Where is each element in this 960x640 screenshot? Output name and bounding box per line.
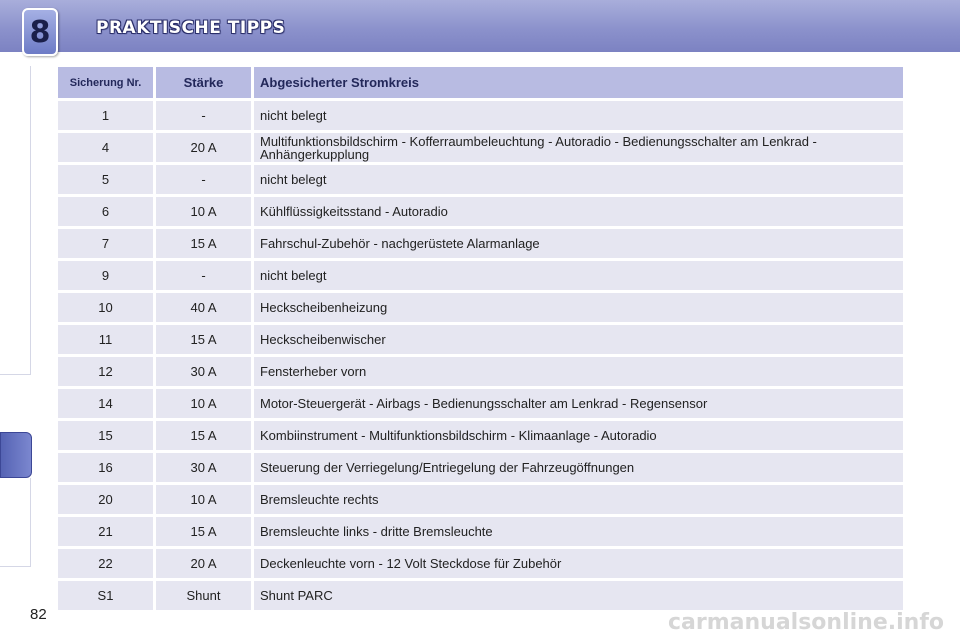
table-row	[58, 389, 903, 418]
table-row	[58, 229, 903, 258]
cell-rating: 20 A	[156, 549, 254, 578]
chapter-tab-5[interactable]	[0, 242, 31, 287]
cell-fuse-number: 10	[58, 293, 156, 322]
table-row	[58, 581, 903, 610]
header-circuit: Abgesicherter Stromkreis	[254, 67, 903, 98]
chapter-tab-6[interactable]	[0, 286, 31, 331]
table-row	[58, 165, 903, 194]
cell-circuit: Deckenleuchte vorn - 12 Volt Steckdose für Zubehör	[254, 549, 903, 578]
cell-circuit: Multifunktionsbildschirm - Kofferraumbeleuchtung - Autoradio - Bedienungsschalter am Lenkrad - Anhängerkupplung	[254, 133, 903, 162]
cell-fuse-number: 16	[58, 453, 156, 482]
chapter-tab-4[interactable]	[0, 198, 31, 243]
cell-fuse-number: 21	[58, 517, 156, 546]
cell-rating: 20 A	[156, 133, 254, 162]
cell-fuse-number: 22	[58, 549, 156, 578]
cell-circuit: Fensterheber vorn	[254, 357, 903, 386]
cell-circuit: Motor-Steuergerät - Airbags - Bedienungsschalter am Lenkrad - Regensensor	[254, 389, 903, 418]
chapter-tab-3[interactable]	[0, 154, 31, 199]
cell-circuit: Fahrschul-Zubehör - nachgerüstete Alarmanlage	[254, 229, 903, 258]
table-row	[58, 293, 903, 322]
table-header-row	[58, 67, 903, 98]
header-rating: Stärke	[156, 67, 254, 98]
cell-fuse-number: S1	[58, 581, 156, 610]
cell-rating: -	[156, 165, 254, 194]
cell-fuse-number: 14	[58, 389, 156, 418]
table-row	[58, 197, 903, 226]
table-row	[58, 453, 903, 482]
cell-rating: 30 A	[156, 357, 254, 386]
cell-fuse-number: 5	[58, 165, 156, 194]
cell-rating: 30 A	[156, 453, 254, 482]
cell-circuit: Heckscheibenheizung	[254, 293, 903, 322]
fuse-table-body	[58, 101, 903, 610]
cell-fuse-number: 20	[58, 485, 156, 514]
page-number: 82	[30, 606, 47, 623]
cell-circuit: Shunt PARC	[254, 581, 903, 610]
cell-circuit: Steuerung der Verriegelung/Entriegelung der Fahrzeugöffnungen	[254, 453, 903, 482]
chapter-tab-7[interactable]	[0, 330, 31, 375]
cell-circuit: Bremsleuchte links - dritte Bremsleuchte	[254, 517, 903, 546]
cell-fuse-number: 11	[58, 325, 156, 354]
cell-rating: 15 A	[156, 421, 254, 450]
watermark: carmanualsonline.info	[668, 610, 944, 635]
cell-circuit: Kühlflüssigkeitsstand - Autoradio	[254, 197, 903, 226]
cell-fuse-number: 9	[58, 261, 156, 290]
table-row	[58, 101, 903, 130]
cell-circuit: Bremsleuchte rechts	[254, 485, 903, 514]
cell-circuit: Heckscheibenwischer	[254, 325, 903, 354]
cell-rating: 15 A	[156, 517, 254, 546]
cell-rating: 15 A	[156, 229, 254, 258]
page-title: PRAKTISCHE TIPPS	[96, 18, 286, 38]
cell-circuit: nicht belegt	[254, 165, 903, 194]
chapter-tab-rail	[0, 60, 34, 580]
cell-fuse-number: 6	[58, 197, 156, 226]
cell-fuse-number: 1	[58, 101, 156, 130]
cell-fuse-number: 4	[58, 133, 156, 162]
chapter-tab-8-active[interactable]	[0, 432, 32, 478]
cell-fuse-number: 12	[58, 357, 156, 386]
fuse-table	[58, 64, 903, 613]
table-row	[58, 325, 903, 354]
chapter-badge[interactable]: 8	[22, 8, 58, 56]
chapter-tab-10[interactable]	[0, 522, 31, 567]
table-row	[58, 133, 903, 162]
cell-rating: 10 A	[156, 485, 254, 514]
cell-rating: 10 A	[156, 197, 254, 226]
cell-rating: -	[156, 101, 254, 130]
cell-rating: 10 A	[156, 389, 254, 418]
table-row	[58, 517, 903, 546]
table-row	[58, 485, 903, 514]
cell-fuse-number: 7	[58, 229, 156, 258]
cell-circuit: nicht belegt	[254, 261, 903, 290]
table-row	[58, 549, 903, 578]
chapter-tab-9[interactable]	[0, 478, 31, 523]
cell-rating: Shunt	[156, 581, 254, 610]
table-row	[58, 357, 903, 386]
cell-rating: 15 A	[156, 325, 254, 354]
header-fuse-number: Sicherung Nr.	[58, 67, 156, 98]
cell-rating: 40 A	[156, 293, 254, 322]
table-row	[58, 261, 903, 290]
cell-rating: -	[156, 261, 254, 290]
cell-circuit: Kombiinstrument - Multifunktionsbildschirm - Klimaanlage - Autoradio	[254, 421, 903, 450]
cell-circuit: nicht belegt	[254, 101, 903, 130]
cell-fuse-number: 15	[58, 421, 156, 450]
chapter-tab-1[interactable]	[0, 66, 31, 111]
table-row	[58, 421, 903, 450]
chapter-tab-2[interactable]	[0, 110, 31, 155]
